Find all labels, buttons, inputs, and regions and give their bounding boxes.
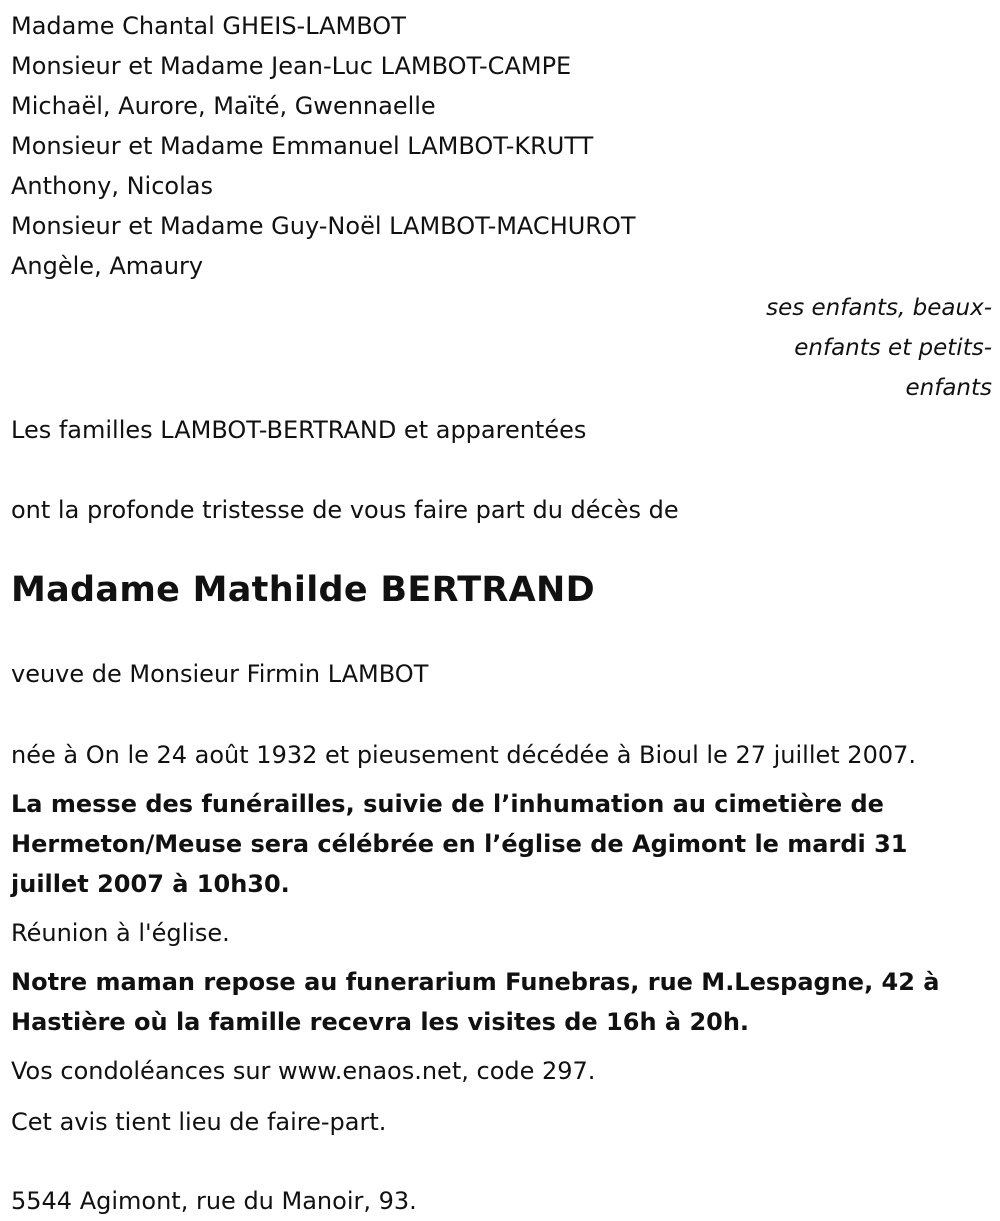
deceased-name: Madame Mathilde BERTRAND <box>11 570 595 610</box>
related-families: Les familles LAMBOT-BERTRAND et apparentées <box>11 416 587 444</box>
family-line: Monsieur et Madame Emmanuel LAMBOT-KRUTT <box>11 132 594 160</box>
family-relation-note <box>11 288 992 408</box>
widow-of: veuve de Monsieur Firmin LAMBOT <box>11 660 429 688</box>
funeral-details <box>11 784 992 904</box>
family-line: Anthony, Nicolas <box>11 172 213 200</box>
relation-line: enfants et petits- <box>794 335 992 361</box>
visit-line: Notre maman repose au funerarium Funebras, rue M.Lespagne, 42 à <box>11 968 940 996</box>
relation-line: ses enfants, beaux- <box>766 295 992 321</box>
announcement-intro: ont la profonde tristesse de vous faire part du décès de <box>11 496 679 524</box>
family-line: Michaël, Aurore, Maïté, Gwennaelle <box>11 92 436 120</box>
notice-statement: Cet avis tient lieu de faire-part. <box>11 1108 387 1136</box>
family-address: 5544 Agimont, rue du Manoir, 93. <box>11 1187 417 1215</box>
birth-death-dates: née à On le 24 août 1932 et pieusement décédée à Bioul le 27 juillet 2007. <box>11 741 917 769</box>
relation-line: enfants <box>905 375 992 401</box>
family-line: Monsieur et Madame Jean-Luc LAMBOT-CAMPE <box>11 52 572 80</box>
funeral-line: La messe des funérailles, suivie de l’inhumation au cimetière de <box>11 790 884 818</box>
visitation-details <box>11 962 992 1042</box>
family-line: Monsieur et Madame Guy-Noël LAMBOT-MACHUROT <box>11 212 636 240</box>
obituary-notice <box>11 6 992 1221</box>
condolences-note: Vos condoléances sur www.enaos.net, code 297. <box>11 1057 596 1085</box>
funeral-line: Hermeton/Meuse sera célébrée en l’église de Agimont le mardi 31 <box>11 830 908 858</box>
meeting-note: Réunion à l'église. <box>11 919 230 947</box>
family-line: Angèle, Amaury <box>11 252 204 280</box>
family-line: Madame Chantal GHEIS-LAMBOT <box>11 12 406 40</box>
visit-line: Hastière où la famille recevra les visites de 16h à 20h. <box>11 1008 750 1036</box>
funeral-line: juillet 2007 à 10h30. <box>11 870 290 898</box>
family-list <box>11 6 992 286</box>
